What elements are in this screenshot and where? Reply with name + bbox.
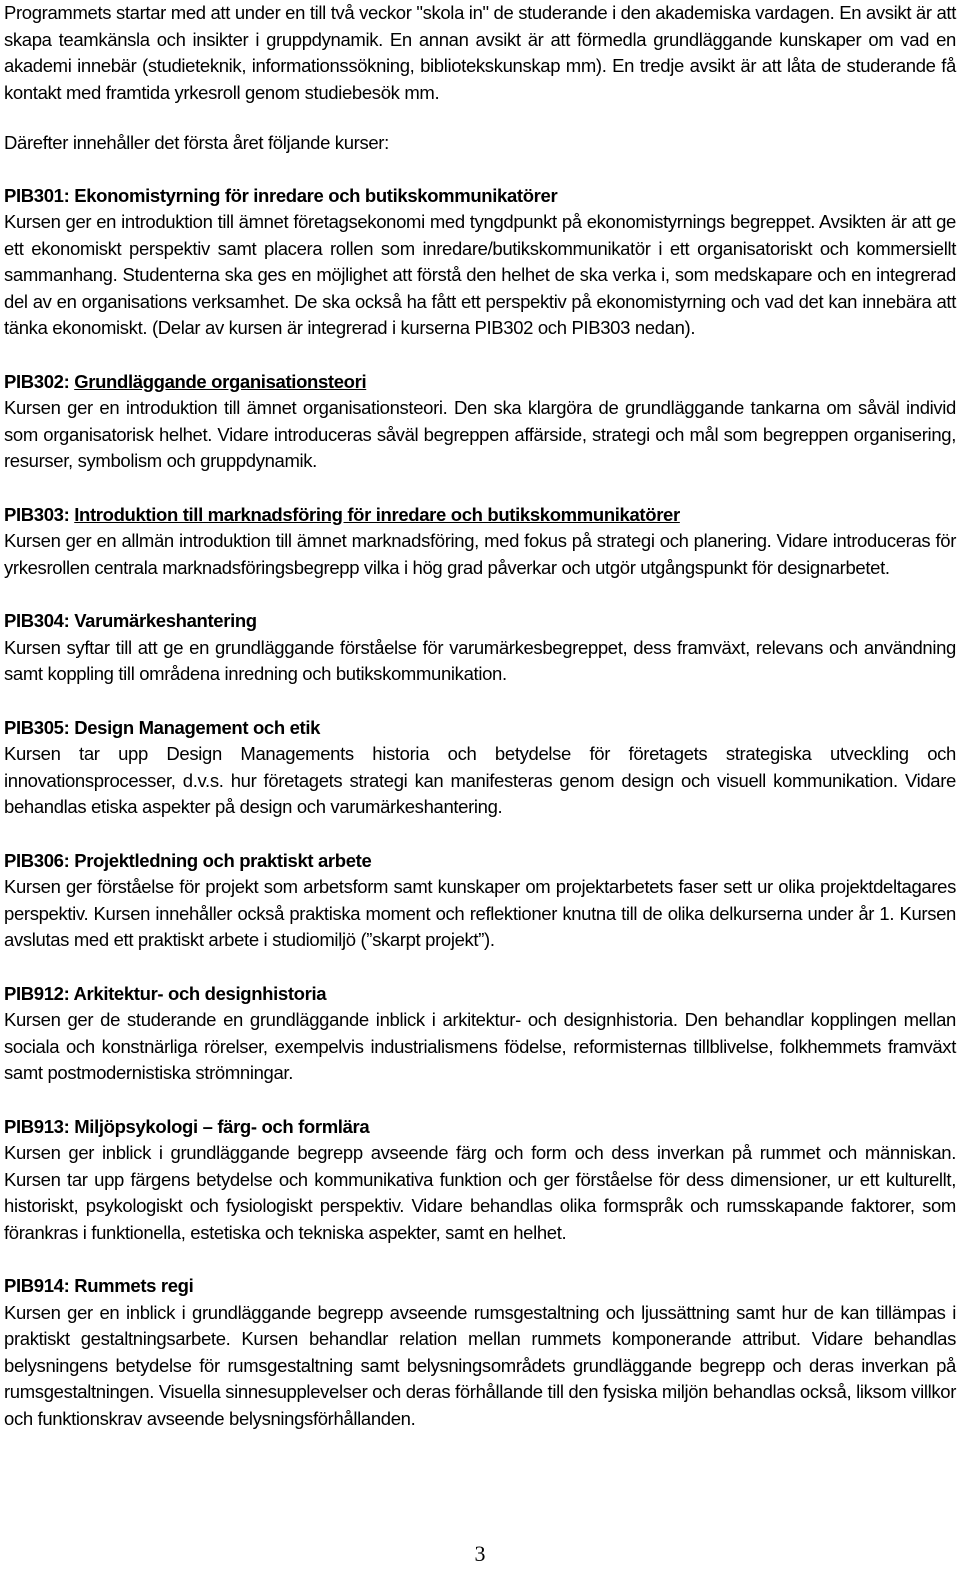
course-section-pib913 — [4, 1114, 956, 1247]
course-description: Kursen ger en introduktion till ämnet organisationsteori. Den ska klargöra de grundläggande tankarna om såväl individ som organisatorisk helhet. Vidare introduceras såväl begreppen affärside, strategi och mål som begreppen organisering, resurser, symbolism och gruppdynamik. — [4, 397, 956, 471]
course-heading — [4, 608, 956, 635]
course-name: Design Management och etik — [74, 716, 321, 738]
course-section-pib914 — [4, 1273, 956, 1432]
course-name: Miljöpsykologi – färg- och formlära — [74, 1115, 370, 1137]
course-section-pib912 — [4, 981, 956, 1087]
course-section-pib305 — [4, 715, 956, 821]
courses-lead-paragraph: Därefter innehåller det första året följande kurser: — [4, 132, 389, 153]
course-description: Kursen ger en allmän introduktion till ämnet marknadsföring, med fokus på strategi och planering. Vidare introduceras för yrkesrollen centrala marknadsföringsbegrepp vilka i hög grad påverkar och utgör utgångspunkt för designarbetet. — [4, 530, 956, 578]
course-section-pib302 — [4, 369, 956, 475]
course-code: PIB914: — [4, 1275, 70, 1296]
course-heading — [4, 715, 956, 742]
course-code: PIB303: — [4, 503, 70, 525]
document-page — [4, 0, 956, 1432]
course-description: Kursen tar upp Design Managements historia och betydelse för företagets strategiska utveckling och innovationsprocesser, d.v.s. hur företagets strategi kan manifesteras genom design och visuell kommunikation. Vidare behandlas etiska aspekter på design och varumärkeshantering. — [4, 743, 956, 817]
course-description: Kursen ger inblick i grundläggande begrepp avseende färg och form och dess inverkan på rummet och människan. Kursen tar upp färgens betydelse och kommunikativa funktion och ger förståelse för dess dimensioner, ur ett kulturellt, historiskt, psykologiskt och fysiologiskt perspektiv. Vidare behandlas olika formspråk och rumsskapande faktorer, som förankras i funktionella, estetiska och tekniska aspekter, samt en helhet. — [4, 1142, 956, 1243]
course-code: PIB302: — [4, 370, 70, 392]
course-description: Kursen ger de studerande en grundläggande inblick i arkitektur- och designhistoria. Den behandlar kopplingen mellan sociala och konstnärliga rörelser, exempelvis industrialismens födelse, reformisternas tillblivelse, folkhemmets framväxt samt postmodernistiska strömningar. — [4, 1009, 956, 1083]
course-name: Ekonomistyrning för inredare och butikskommunikatörer — [74, 184, 558, 206]
course-name: Introduktion till marknadsföring för inredare och butikskommunikatörer — [74, 503, 680, 525]
course-heading — [4, 981, 956, 1008]
course-code: PIB913: — [4, 1115, 70, 1137]
course-code: PIB305: — [4, 716, 70, 738]
course-code: PIB301: — [4, 184, 70, 206]
course-heading — [4, 369, 956, 396]
course-name: Arkitektur- och designhistoria — [73, 982, 327, 1004]
course-code: PIB912: — [4, 982, 70, 1004]
course-description: Kursen ger en inblick i grundläggande begrepp avseende rumsgestaltning och ljussättning samt hur de kan tillämpas i praktiskt gestaltningsarbete. Kursen behandlar relation mellan rummets komponerande attribut. Vidare behandlas belysningens betydelse för rumsgestaltning samt belysningsområdets grundläggande begrepp och deras inverkan på rumsgestaltningen. Visuella sinnesupplevelser och deras förhållande till den fysiska miljön behandlas också, liksom villkor och funktionskrav avseende belysningsförhållanden. — [4, 1301, 957, 1429]
course-code: PIB304: — [4, 610, 70, 631]
course-section-pib301 — [4, 183, 956, 342]
course-name: Rummets regi — [74, 1275, 194, 1296]
intro-paragraph: Programmets startar med att under en till två veckor "skola in" de studerande i den akademiska vardagen. En avsikt är att skapa teamkänsla och insikter i gruppdynamik. En annan avsikt är att förmedla grundläggande kunskaper om vad en akademi innebär (studieteknik, informationssökning, bibliotekskunskap mm). En tredje avsikt är att låta de studerande få kontakt med framtida yrkesroll genom studiebesök mm. — [4, 2, 956, 103]
course-heading — [4, 183, 956, 210]
course-heading — [4, 1273, 956, 1300]
course-heading — [4, 848, 956, 875]
course-description: Kursen ger förståelse för projekt som arbetsform samt kunskaper om projektarbetets faser sett ur olika projektdeltagares perspektiv. Kursen innehåller också praktiska moment och reflektioner knutna till de olika delkurserna under år 1. Kursen avslutas med ett praktiskt arbete i studiomiljö (”skarpt projekt”). — [4, 876, 956, 950]
course-name: Varumärkeshantering — [74, 610, 257, 631]
course-name: Grundläggande organisationsteori — [74, 370, 367, 392]
course-description: Kursen syftar till att ge en grundläggande förståelse för varumärkesbegreppet, dess framväxt, relevans och användning samt koppling till områdena inredning och butikskommunikation. — [4, 636, 956, 684]
course-section-pib306 — [4, 848, 956, 954]
course-code: PIB306: — [4, 849, 70, 871]
course-heading — [4, 502, 956, 529]
page-number: 3 — [474, 1541, 486, 1566]
course-section-pib303 — [4, 502, 956, 582]
course-description: Kursen ger en introduktion till ämnet företagsekonomi med tyngdpunkt på ekonomistyrnings begreppet. Avsikten är att ge ett ekonomiskt perspektiv samt placera rollen som inredare/butikskommunikatör i ett organisatoriskt och kommersiellt sammanhang. Studenterna ska ges en möjlighet att förstå den helhet de ska verka i, som medskapare och en integrerad del av en organisations verksamhet. De ska också ha fått ett perspektiv på ekonomistyrning och vad det kan innebära att tänka ekonomiskt. (Delar av kursen är integrerad i kurserna PIB302 och PIB303 nedan). — [4, 211, 956, 338]
course-name: Projektledning och praktiskt arbete — [74, 849, 372, 871]
course-section-pib304 — [4, 608, 956, 688]
course-heading — [4, 1114, 956, 1141]
